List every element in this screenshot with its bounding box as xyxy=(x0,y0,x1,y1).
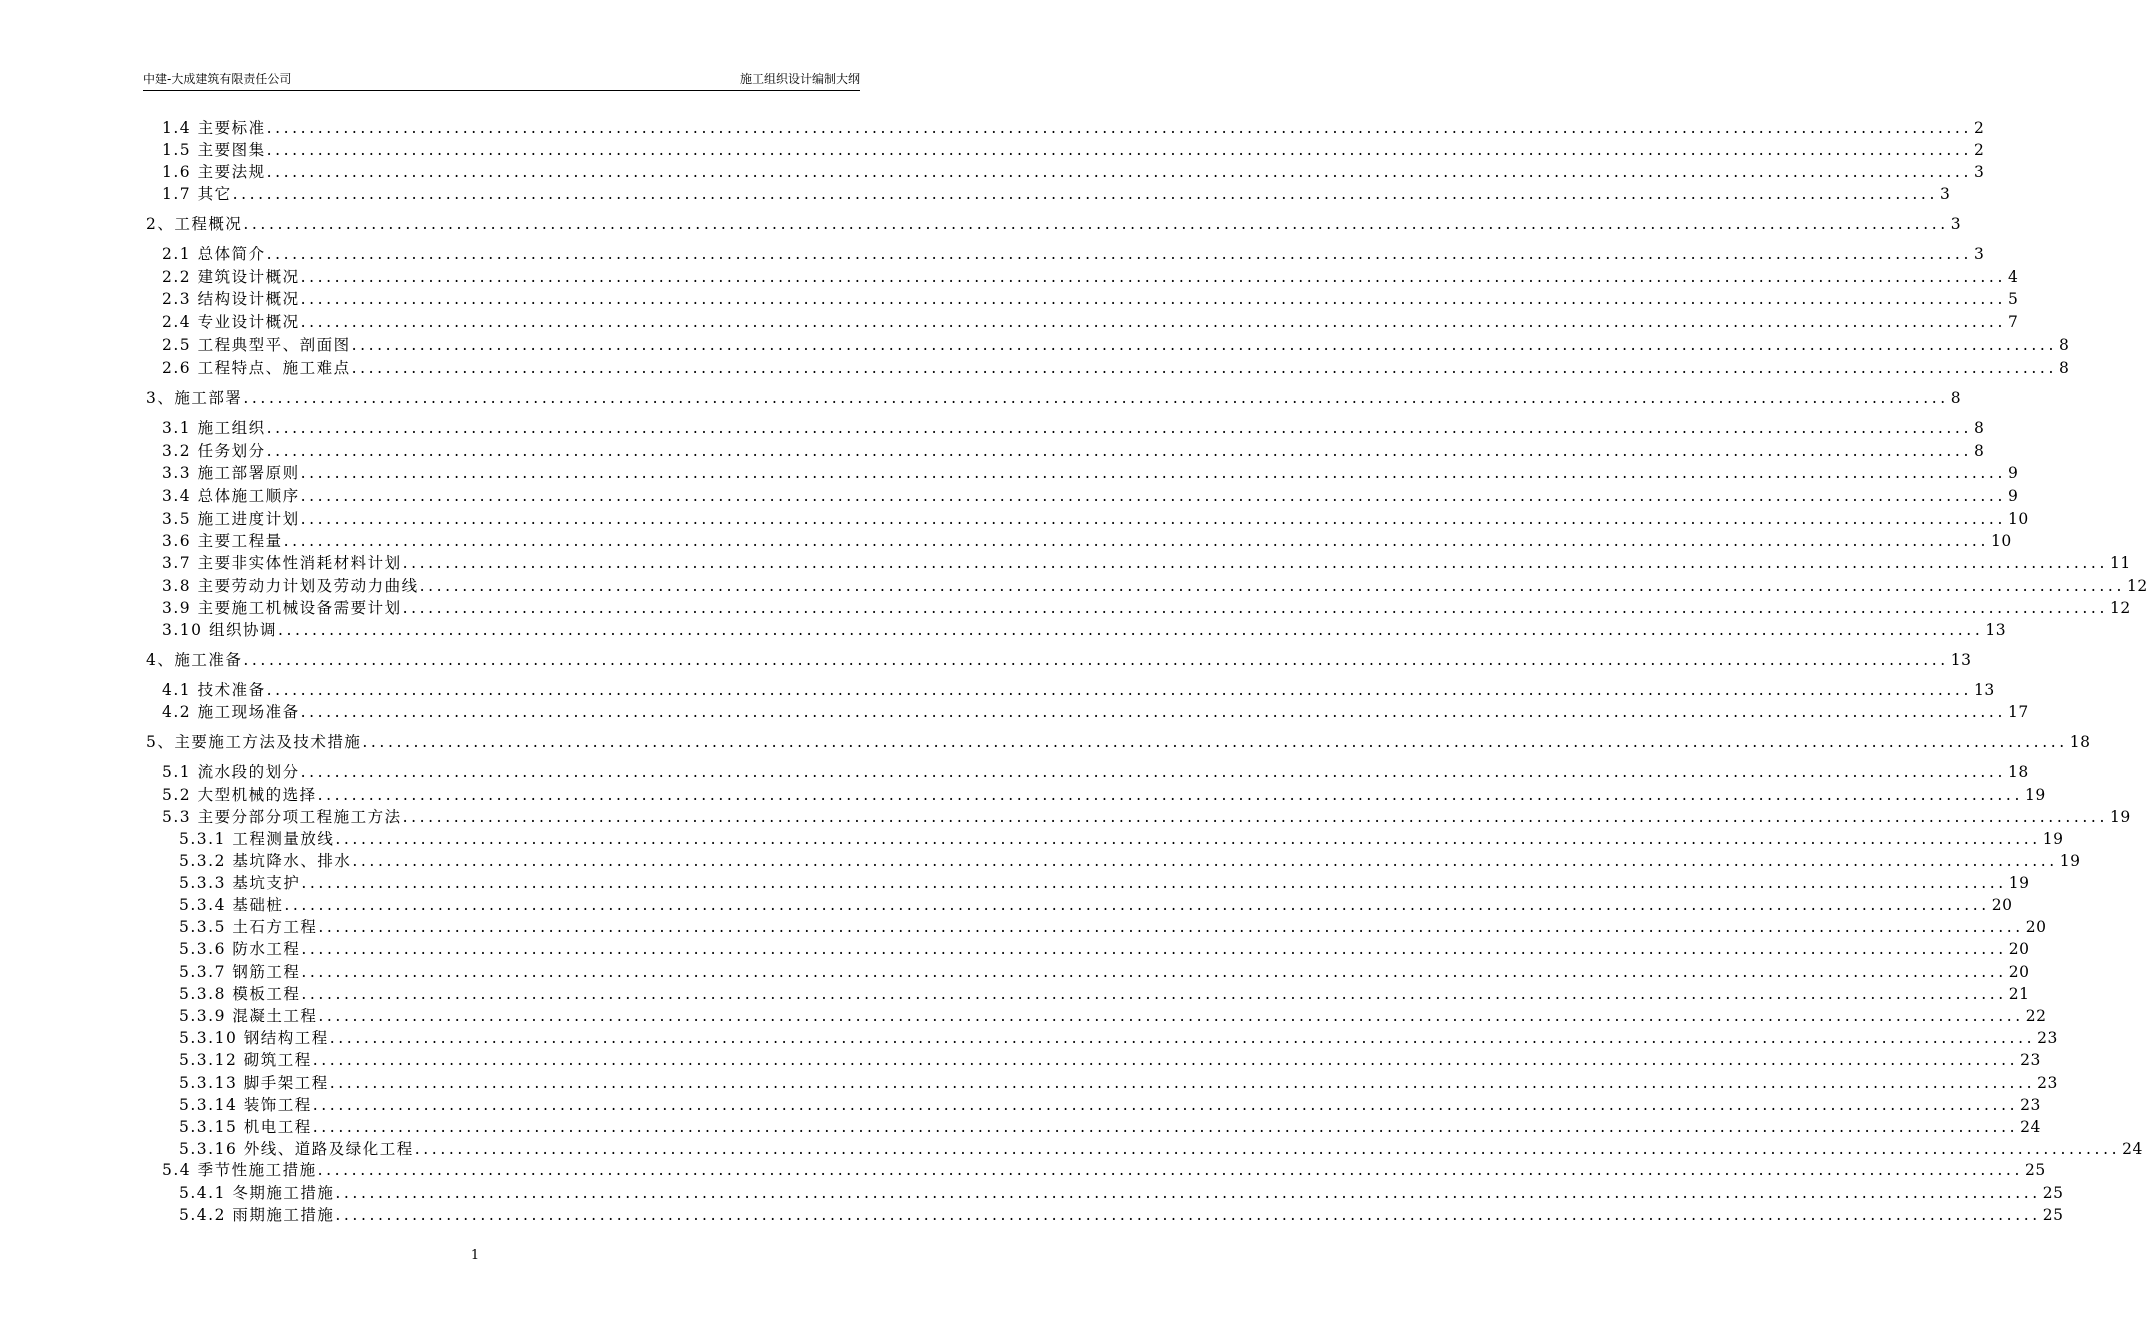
toc-entry-page: 23 xyxy=(2020,1096,2041,1114)
toc-entry-title: 5.3.8 模板工程 xyxy=(179,985,301,1003)
toc-entry-page: 3 xyxy=(1950,215,1962,233)
toc-entry-title: 3.5 施工进度计划 xyxy=(162,510,300,528)
toc-entry-title: 5.3.10 钢结构工程 xyxy=(179,1029,329,1047)
toc-entry-page: 13 xyxy=(1985,621,2007,639)
toc-entry-title: 5.3 主要分部分项工程施工方法 xyxy=(162,808,402,826)
toc-entry-title: 3.10 组织协调 xyxy=(162,621,277,639)
toc-entry-page: 5 xyxy=(2007,290,2019,308)
toc-leader-dots: ........................................................................................................................................................................................................ xyxy=(266,442,1972,460)
toc-entry-page: 9 xyxy=(2007,487,2019,505)
toc-entry-page: 20 xyxy=(2008,963,2030,981)
toc-entry-page: 23 xyxy=(2037,1029,2058,1047)
toc-entry-title: 1.6 主要法规 xyxy=(162,163,266,181)
toc-entry-page: 19 xyxy=(2008,874,2030,892)
toc-entry-page: 18 xyxy=(2069,733,2091,751)
toc-entry-page: 25 xyxy=(2042,1184,2064,1202)
toc-entry-page: 3 xyxy=(1973,245,1985,263)
toc-leader-dots: ........................................................................................................................................................................................................ xyxy=(283,532,1989,550)
toc-leader-dots: ........................................................................................................................................................................................................ xyxy=(300,313,2006,331)
toc-entry-page: 21 xyxy=(2008,985,2030,1003)
toc-entry-page: 4 xyxy=(2007,268,2019,286)
toc-entry-page: 24 xyxy=(2122,1140,2143,1158)
toc-entry[interactable] xyxy=(162,679,1995,701)
toc-leader-dots: ........................................................................................................................................................................................................ xyxy=(300,464,2006,482)
toc-entry-title: 2.4 专业设计概况 xyxy=(162,313,300,331)
toc-leader-dots: ........................................................................................................................................................................................................ xyxy=(232,185,1938,203)
toc-leader-dots: ........................................................................................................................................................................................................ xyxy=(414,1140,2121,1158)
toc-entry-title: 2、工程概况 xyxy=(146,215,243,233)
toc-entry-title: 4.2 施工现场准备 xyxy=(162,703,300,721)
toc-leader-dots: ........................................................................................................................................................................................................ xyxy=(300,510,2006,528)
toc-entry-page: 13 xyxy=(1973,681,1995,699)
toc-leader-dots: ........................................................................................................................................................................................................ xyxy=(284,896,1990,914)
toc-entry-page: 10 xyxy=(2007,510,2029,528)
toc-entry[interactable] xyxy=(146,213,1962,235)
toc-entry-page: 19 xyxy=(2042,830,2064,848)
toc-entry-page: 9 xyxy=(2007,464,2019,482)
toc-entry-page: 18 xyxy=(2007,763,2029,781)
toc-entry-page: 19 xyxy=(2059,852,2081,870)
toc-entry-page: 22 xyxy=(2025,1007,2047,1025)
toc-entry[interactable] xyxy=(179,1072,2058,1094)
toc-leader-dots: ........................................................................................................................................................................................................ xyxy=(266,681,1972,699)
toc-leader-dots: ........................................................................................................................................................................................................ xyxy=(312,1096,2019,1114)
toc-entry-page: 2 xyxy=(1973,141,1985,159)
toc-entry[interactable] xyxy=(146,387,1962,409)
toc-entry[interactable] xyxy=(162,311,2019,333)
toc-entry[interactable] xyxy=(179,1204,2064,1226)
toc-leader-dots: ........................................................................................................................................................................................................ xyxy=(329,1074,2036,1092)
toc-entry-page: 23 xyxy=(2020,1051,2041,1069)
toc-entry-page: 8 xyxy=(2058,359,2070,377)
toc-entry-title: 5.1 流水段的划分 xyxy=(162,763,300,781)
toc-entry[interactable] xyxy=(162,530,2012,552)
toc-leader-dots: ........................................................................................................................................................................................................ xyxy=(335,1206,2041,1224)
toc-entry-title: 5.3.7 钢筋工程 xyxy=(179,963,301,981)
toc-entry-title: 5.3.4 基础桩 xyxy=(179,896,284,914)
toc-entry[interactable] xyxy=(162,575,2148,597)
toc-entry[interactable] xyxy=(162,161,1985,183)
toc-leader-dots: ........................................................................................................................................................................................................ xyxy=(266,245,1972,263)
toc-entry[interactable] xyxy=(179,872,2030,894)
toc-entry-title: 2.2 建筑设计概况 xyxy=(162,268,300,286)
toc-entry-page: 19 xyxy=(2024,786,2046,804)
page-number: 1 xyxy=(470,1248,480,1263)
toc-leader-dots: ........................................................................................................................................................................................................ xyxy=(243,215,1949,233)
toc-entry-title: 2.3 结构设计概况 xyxy=(162,290,300,308)
toc-entry-title: 5.3.12 砌筑工程 xyxy=(179,1051,312,1069)
toc-entry-title: 3.1 施工组织 xyxy=(162,419,266,437)
toc-entry-title: 5.4.1 冬期施工措施 xyxy=(179,1184,335,1202)
toc-entry-title: 3.4 总体施工顺序 xyxy=(162,487,300,505)
toc-leader-dots: ........................................................................................................................................................................................................ xyxy=(419,577,2125,595)
toc-leader-dots: ........................................................................................................................................................................................................ xyxy=(266,419,1972,437)
toc-leader-dots: ........................................................................................................................................................................................................ xyxy=(329,1029,2036,1047)
toc-leader-dots: ........................................................................................................................................................................................................ xyxy=(318,1007,2024,1025)
toc-entry[interactable] xyxy=(162,485,2019,507)
toc-entry-page: 8 xyxy=(1973,419,1985,437)
toc-entry[interactable] xyxy=(179,1049,2041,1071)
toc-leader-dots: ........................................................................................................................................................................................................ xyxy=(300,763,2006,781)
toc-leader-dots: ........................................................................................................................................................................................................ xyxy=(317,786,2023,804)
toc-entry-page: 20 xyxy=(2025,918,2047,936)
header-company: 中建-大成建筑有限责任公司 xyxy=(143,72,292,86)
toc-entry-page: 24 xyxy=(2020,1118,2041,1136)
toc-entry-title: 3.7 主要非实体性消耗材料计划 xyxy=(162,554,402,572)
toc-entry[interactable] xyxy=(179,1005,2047,1027)
toc-entry-title: 3、施工部署 xyxy=(146,389,243,407)
toc-entry[interactable] xyxy=(179,1138,2143,1160)
toc-entry-title: 5.3.13 脚手架工程 xyxy=(179,1074,329,1092)
toc-leader-dots: ........................................................................................................................................................................................................ xyxy=(266,163,1972,181)
toc-leader-dots: ........................................................................................................................................................................................................ xyxy=(318,918,2024,936)
toc-entry-title: 5.3.9 混凝土工程 xyxy=(179,1007,318,1025)
toc-entry-title: 3.8 主要劳动力计划及劳动力曲线 xyxy=(162,577,419,595)
toc-leader-dots: ........................................................................................................................................................................................................ xyxy=(277,621,1984,639)
toc-entry[interactable] xyxy=(179,983,2030,1005)
toc-entry[interactable] xyxy=(179,1182,2064,1204)
toc-entry[interactable] xyxy=(179,828,2064,850)
toc-entry[interactable] xyxy=(179,894,2013,916)
toc-entry[interactable] xyxy=(162,117,1985,139)
toc-entry-page: 3 xyxy=(1939,185,1951,203)
header-document-title: 施工组织设计编制大纲 xyxy=(739,72,860,86)
toc-entry-title: 1.5 主要图集 xyxy=(162,141,266,159)
toc-entry-title: 5、主要施工方法及技术措施 xyxy=(146,733,362,751)
toc-leader-dots: ........................................................................................................................................................................................................ xyxy=(352,852,2058,870)
toc-entry-page: 13 xyxy=(1950,651,1972,669)
toc-entry-title: 3.2 任务划分 xyxy=(162,442,266,460)
toc-entry[interactable] xyxy=(162,552,2131,574)
toc-leader-dots: ........................................................................................................................................................................................................ xyxy=(300,268,2006,286)
toc-entry-page: 12 xyxy=(2126,577,2148,595)
toc-entry[interactable] xyxy=(146,731,2091,753)
toc-entry[interactable] xyxy=(162,357,2070,379)
toc-entry[interactable] xyxy=(162,440,1985,462)
toc-leader-dots: ........................................................................................................................................................................................................ xyxy=(243,651,1949,669)
toc-entry-page: 2 xyxy=(1973,119,1985,137)
toc-leader-dots: ........................................................................................................................................................................................................ xyxy=(402,808,2108,826)
toc-entry-title: 5.3.2 基坑降水、排水 xyxy=(179,852,352,870)
toc-leader-dots: ........................................................................................................................................................................................................ xyxy=(351,359,2057,377)
toc-entry-page: 8 xyxy=(1950,389,1962,407)
toc-leader-dots: ........................................................................................................................................................................................................ xyxy=(312,1051,2019,1069)
toc-entry-title: 4.1 技术准备 xyxy=(162,681,266,699)
toc-entry-title: 3.3 施工部署原则 xyxy=(162,464,300,482)
toc-leader-dots: ........................................................................................................................................................................................................ xyxy=(312,1118,2019,1136)
toc-entry-page: 8 xyxy=(2058,336,2070,354)
toc-leader-dots: ........................................................................................................................................................................................................ xyxy=(300,487,2006,505)
toc-entry-page: 25 xyxy=(2042,1206,2064,1224)
toc-entry-title: 3.9 主要施工机械设备需要计划 xyxy=(162,599,402,617)
toc-leader-dots: ........................................................................................................................................................................................................ xyxy=(402,554,2108,572)
toc-entry-title: 2.6 工程特点、施工难点 xyxy=(162,359,351,377)
toc-leader-dots: ........................................................................................................................................................................................................ xyxy=(351,336,2057,354)
toc-entry[interactable] xyxy=(179,938,2030,960)
toc-entry[interactable] xyxy=(162,243,1985,265)
toc-entry-title: 5.4.2 雨期施工措施 xyxy=(179,1206,335,1224)
toc-entry-title: 5.4 季节性施工措施 xyxy=(162,1161,317,1179)
page-header xyxy=(143,64,860,91)
toc-entry-title: 2.5 工程典型平、剖面图 xyxy=(162,336,351,354)
toc-entry-title: 5.3.3 基坑支护 xyxy=(179,874,301,892)
toc-entry[interactable] xyxy=(162,1159,2046,1181)
toc-entry-title: 5.3.15 机电工程 xyxy=(179,1118,312,1136)
toc-entry[interactable] xyxy=(162,417,1985,439)
toc-leader-dots: ........................................................................................................................................................................................................ xyxy=(243,389,1949,407)
toc-leader-dots: ........................................................................................................................................................................................................ xyxy=(266,119,1972,137)
toc-entry[interactable] xyxy=(179,916,2047,938)
toc-entry-title: 2.1 总体简介 xyxy=(162,245,266,263)
toc-entry-page: 17 xyxy=(2007,703,2029,721)
toc-entry[interactable] xyxy=(162,597,2131,619)
toc-entry-title: 5.3.1 工程测量放线 xyxy=(179,830,335,848)
toc-entry-title: 1.7 其它 xyxy=(162,185,232,203)
toc-leader-dots: ........................................................................................................................................................................................................ xyxy=(335,830,2041,848)
toc-entry[interactable] xyxy=(162,266,2019,288)
toc-entry-title: 5.2 大型机械的选择 xyxy=(162,786,317,804)
toc-entry-title: 5.3.6 防水工程 xyxy=(179,940,301,958)
toc-entry[interactable] xyxy=(162,183,1951,205)
toc-entry[interactable] xyxy=(162,288,2019,310)
toc-leader-dots: ........................................................................................................................................................................................................ xyxy=(266,141,1972,159)
toc-entry[interactable] xyxy=(162,508,2029,530)
toc-entry-page: 20 xyxy=(1991,896,2013,914)
toc-entry-title: 5.3.16 外线、道路及绿化工程 xyxy=(179,1140,414,1158)
toc-entry[interactable] xyxy=(162,462,2019,484)
toc-entry[interactable] xyxy=(162,784,2046,806)
toc-entry-page: 7 xyxy=(2007,313,2019,331)
toc-leader-dots: ........................................................................................................................................................................................................ xyxy=(362,733,2068,751)
toc-entry-page: 23 xyxy=(2037,1074,2058,1092)
toc-leader-dots: ........................................................................................................................................................................................................ xyxy=(335,1184,2041,1202)
toc-entry-title: 3.6 主要工程量 xyxy=(162,532,283,550)
toc-entry-title: 1.4 主要标准 xyxy=(162,119,266,137)
toc-entry-title: 5.3.14 装饰工程 xyxy=(179,1096,312,1114)
toc-entry-page: 19 xyxy=(2109,808,2131,826)
toc-entry[interactable] xyxy=(162,139,1985,161)
toc-entry[interactable] xyxy=(179,1116,2041,1138)
toc-entry[interactable] xyxy=(179,850,2081,872)
toc-leader-dots: ........................................................................................................................................................................................................ xyxy=(301,985,2007,1003)
toc-leader-dots: ........................................................................................................................................................................................................ xyxy=(402,599,2108,617)
toc-entry[interactable] xyxy=(179,1094,2041,1116)
toc-entry-page: 11 xyxy=(2109,554,2131,572)
toc-entry[interactable] xyxy=(179,1027,2058,1049)
toc-entry[interactable] xyxy=(162,334,2070,356)
toc-entry[interactable] xyxy=(179,961,2030,983)
toc-leader-dots: ........................................................................................................................................................................................................ xyxy=(301,940,2007,958)
toc-entry-page: 12 xyxy=(2109,599,2131,617)
toc-leader-dots: ........................................................................................................................................................................................................ xyxy=(317,1161,2023,1179)
toc-entry[interactable] xyxy=(162,761,2029,783)
toc-entry-page: 20 xyxy=(2008,940,2030,958)
toc-entry-page: 8 xyxy=(1973,442,1985,460)
toc-entry-title: 4、施工准备 xyxy=(146,651,243,669)
toc-leader-dots: ........................................................................................................................................................................................................ xyxy=(301,874,2007,892)
toc-entry[interactable] xyxy=(162,806,2131,828)
toc-leader-dots: ........................................................................................................................................................................................................ xyxy=(300,703,2006,721)
toc-entry-page: 3 xyxy=(1973,163,1985,181)
toc-entry-page: 25 xyxy=(2024,1161,2046,1179)
toc-leader-dots: ........................................................................................................................................................................................................ xyxy=(301,963,2007,981)
toc-leader-dots: ........................................................................................................................................................................................................ xyxy=(300,290,2006,308)
toc-entry-page: 10 xyxy=(1990,532,2012,550)
toc-entry[interactable] xyxy=(162,619,2007,641)
toc-entry-title: 5.3.5 土石方工程 xyxy=(179,918,318,936)
toc-entry[interactable] xyxy=(146,649,1972,671)
toc-entry[interactable] xyxy=(162,701,2029,723)
